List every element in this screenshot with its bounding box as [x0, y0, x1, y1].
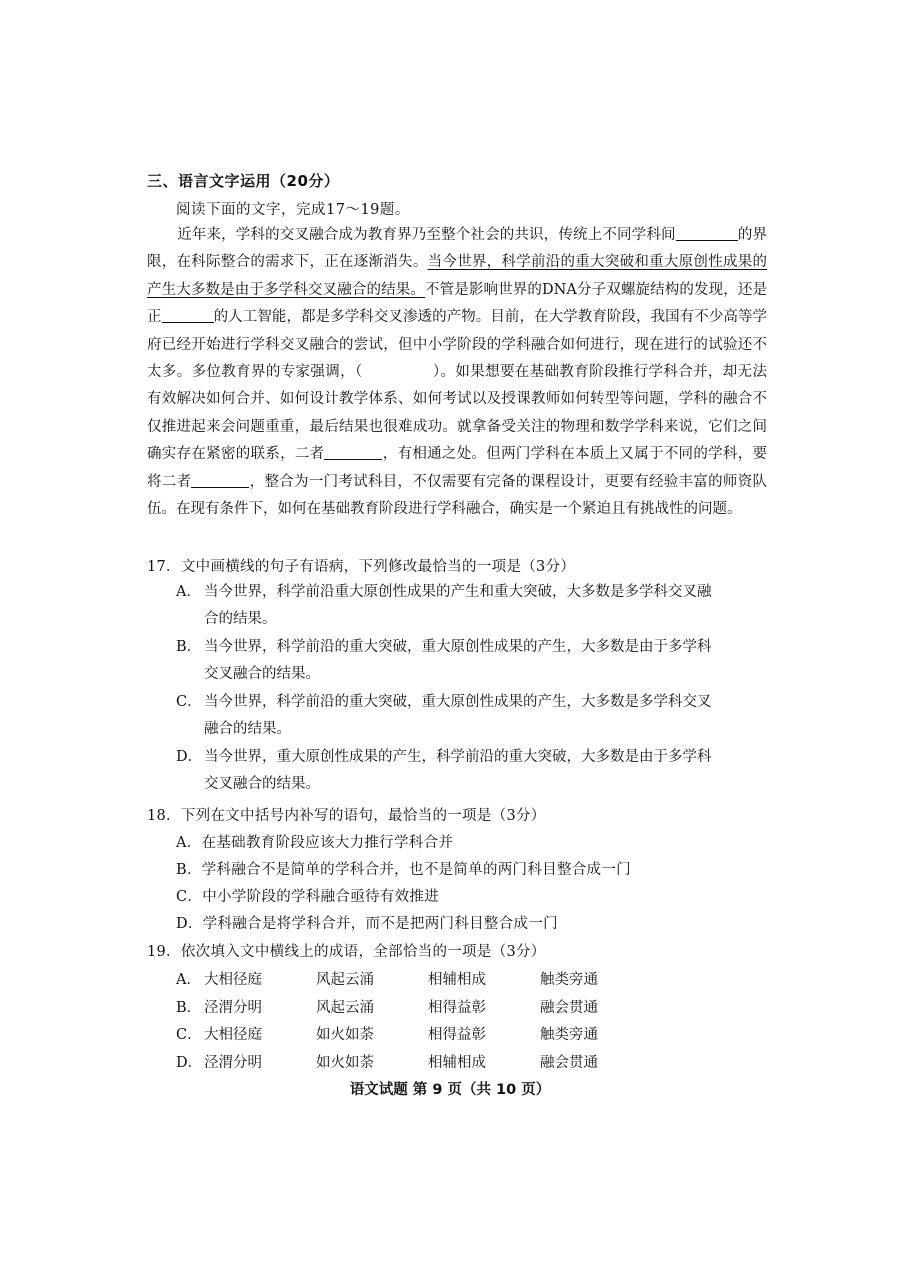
page-footer: 语文试题 第 9 页（共 10 页） — [349, 1082, 551, 1098]
question-19-stem: 19．依次填入文中横线上的成语，全部恰当的一项是（3分） — [147, 944, 546, 960]
passage-text: 的界限，在科际整合的需求下，正在逐渐消失。 — [147, 227, 768, 271]
q18-option-a: A．在基础教育阶段应该大力推行学科合并 — [176, 835, 454, 851]
passage-text: ，整合为一门考试科目，不仅需要有完备的课程设计，更要有经验丰富的师资队伍。在现有条件下，如何在基础教育阶段进行学科融合，确实是一个紧迫且有挑战性的问题。 — [147, 473, 768, 518]
q17-option-d: D． 当今世界，重大原创性成果的产生，科学前沿的重大突破，大多数是由于多学科 交叉融合的结果。 — [176, 749, 712, 793]
q17-option-b: B． 当今世界，科学前沿的重大突破，重大原创性成果的产生，大多数是由于多学科 交叉融合的结果。 — [176, 639, 712, 683]
passage-text: 的人工智能，都是多学科交叉渗透的产物。目前，在大学教育阶段，我国有不少高等学府已经开始进行学科交叉融合的尝试，但中小学阶段的学科融合如何进行，现在进行的试验还不太多。多位教育界的专家强调，（ — [147, 309, 768, 381]
q18-option-d: D．学科融合是将学科合并，而不是把两门科目整合成一门 — [176, 916, 558, 932]
q17-option-c: C． 当今世界，科学前沿的重大突破，重大原创性成果的产生，大多数是多学科交叉 融合的结果。 — [176, 694, 712, 738]
q19-option-b: B． 泾渭分明 风起云涌 相得益彰 融会贯通 — [176, 1000, 598, 1016]
q19-option-d: D． 泾渭分明 如火如荼 相辅相成 融会贯通 — [176, 1055, 598, 1071]
passage-text: ，有相通之处。但两门学科在本质上又属于不同的学科，要将二者 — [147, 446, 768, 490]
fill-blank-4 — [191, 473, 249, 488]
question-17-stem: 17．文中画横线的句子有语病，下列修改最恰当的一项是（3分） — [147, 559, 576, 575]
q19-option-a: A． 大相径庭 风起云涌 相辅相成 触类旁通 — [176, 972, 598, 988]
fill-blank-1 — [676, 226, 738, 241]
q18-option-c: C．中小学阶段的学科融合亟待有效推进 — [176, 889, 439, 905]
section-title: 三、语言文字运用（20分） — [147, 172, 340, 190]
passage-text: 近年来，学科的交叉融合成为教育界乃至整个社会的共识，传统上不同学科间 — [177, 227, 676, 243]
fill-blank-3 — [324, 445, 382, 460]
question-18-stem: 18．下列在文中括号内补写的语句，最恰当的一项是（3分） — [147, 808, 546, 824]
fill-blank-2 — [162, 308, 214, 323]
q17-option-a: A． 当今世界，科学前沿重大原创性成果的产生和重大突破，大多数是多学科交叉融 合的结果。 — [176, 584, 712, 628]
underlined-sentence: 当今世界，科学前沿的重大突破和重大原创性成果的产生大多数是由于多学科交叉融合的结果。 — [147, 254, 768, 298]
passage-text: ）。如果想要在基础教育阶段推行学科合并，却无法有效解决如何合并、如何设计教学体系、如何考试以及授课教师如何转型等问题，学科的融合不仅推进起来会问题重重，最后结果也很难成功。就拿备受关注的物理和数学学科来说，它们之间确实存在紧密的联系，二者 — [147, 364, 767, 463]
reading-passage — [147, 222, 767, 523]
passage-text: 不管是影响世界的DNA分子双螺旋结构的发现，还是正 — [147, 281, 767, 326]
q19-option-c: C． 大相径庭 如火如荼 相得益彰 触类旁通 — [176, 1027, 598, 1043]
q18-option-b: B．学科融合不是简单的学科合并，也不是简单的两门科目整合成一门 — [176, 862, 631, 878]
reading-instruction: 阅读下面的文字，完成17～19题。 — [176, 202, 410, 218]
